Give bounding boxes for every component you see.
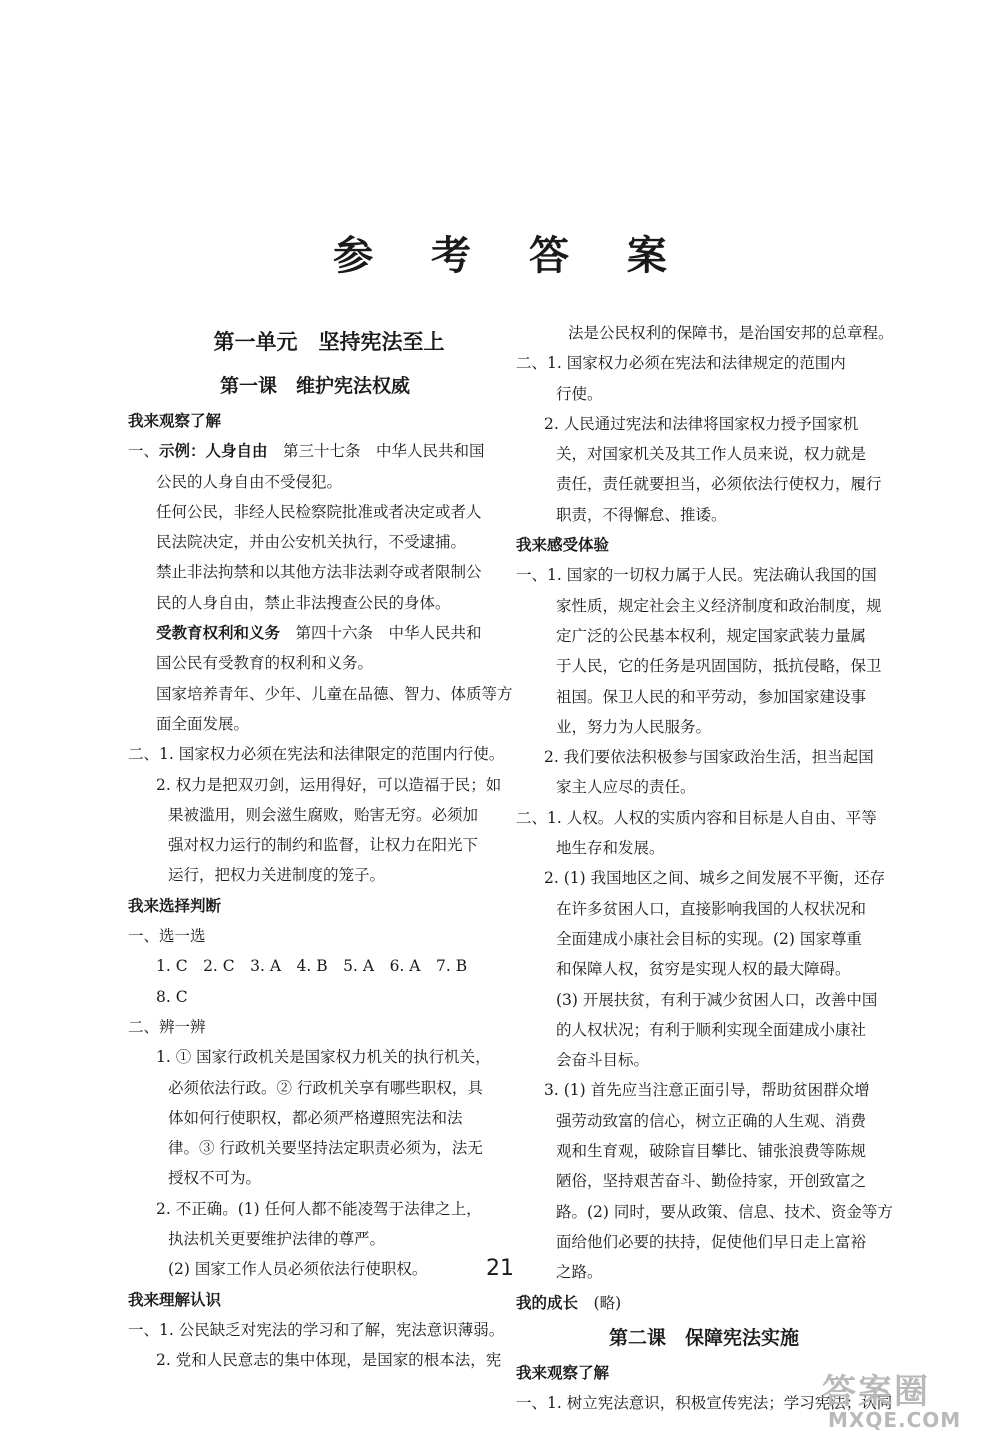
answer-line: 关，对国家机关及其工作人员来说，权力就是 xyxy=(556,445,867,464)
answer-line: 一、1. 公民缺乏对宪法的学习和了解，宪法意识薄弱。 xyxy=(128,1320,505,1339)
answer-line: 强对权力运行的制约和监督，让权力在阳光下 xyxy=(168,836,479,855)
answer-line: 2. 党和人民意志的集中体现，是国家的根本法，宪 xyxy=(156,1351,502,1370)
answer-line: 授权不可为。 xyxy=(168,1169,262,1188)
line-text: 第四十六条 中华人民共和 xyxy=(280,624,482,643)
answer-line: 任何公民，非经人民检察院批准或者决定或者人 xyxy=(156,502,482,521)
bold-term: 我的成长 xyxy=(516,1293,579,1312)
answer-line: 之路。 xyxy=(556,1263,603,1282)
answer-line: 面全面发展。 xyxy=(156,714,250,733)
answer-line: 民的人身自由，禁止非法搜查公民的身体。 xyxy=(156,593,451,612)
answer-line: 民法院决定，并由公安机关执行，不受逮捕。 xyxy=(156,533,467,552)
answer-line: 2. 我们要依法积极参与国家政治生活，担当起国 xyxy=(544,748,874,767)
watermark-logo-text: 答案圈 xyxy=(822,1372,930,1412)
answer-line: 1. ① 国家行政机关是国家权力机关的执行机关， xyxy=(156,1048,491,1067)
line-text: 一、 xyxy=(128,442,160,461)
answer-line: 二、1. 国家权力必须在宪法和法律限定的范围内行使。 xyxy=(128,745,505,764)
answer-line: 2. 权力是把双刃剑，运用得好，可以造福于民；如 xyxy=(156,775,502,794)
answer-line: 国家培养青年、少年、儿童在品德、智力、体质等方 xyxy=(156,684,513,703)
answer-line: 公民的人身自由不受侵犯。 xyxy=(156,472,343,491)
answer-line: 职责，不得懈怠、推诿。 xyxy=(556,505,727,524)
answer-line: 执法机关更要维护法律的尊严。 xyxy=(168,1230,386,1249)
answer-line xyxy=(516,1288,874,1318)
answer-line: 一、选一选 xyxy=(128,927,206,946)
page-title: 参 考 答 案 xyxy=(333,233,689,279)
watermark-url: MXQE.COM xyxy=(828,1408,962,1432)
answer-line: (3) 开展扶贫，有利于减少贫困人口，改善中国 xyxy=(556,990,878,1009)
answer-line: 的人权状况；有利于顺利实现全面建成小康社 xyxy=(556,1020,867,1039)
answer-line: 在许多贫困人口，直接影响我国的人权状况和 xyxy=(556,899,867,918)
section-heading: 我来感受体验 xyxy=(516,536,610,555)
answer-line: 地生存和发展。 xyxy=(556,839,665,858)
answer-line: 2. 人民通过宪法和法律将国家权力授予国家机 xyxy=(544,414,859,433)
answer-line: 陋俗，坚持艰苦奋斗、勤俭持家，开创致富之 xyxy=(556,1172,867,1191)
answer-line xyxy=(128,618,484,648)
answer-line: 祖国。保卫人民的和平劳动，参加国家建设事 xyxy=(556,687,867,706)
answer-line xyxy=(128,436,484,466)
answer-line: 行使。 xyxy=(556,384,603,403)
answer-line: 法是公民权利的保障书，是治国安邦的总章程。 xyxy=(568,324,894,342)
page-number: 21 xyxy=(486,1256,514,1281)
section-heading: 我来观察了解 xyxy=(516,1363,610,1382)
answer-line: 和保障人权，贫穷是实现人权的最大障碍。 xyxy=(556,960,851,979)
answer-line: 一、1. 树立宪法意识，积极宣传宪法；学习宪法；认同 xyxy=(516,1394,893,1413)
answer-line: 禁止非法拘禁和以其他方法非法剥夺或者限制公 xyxy=(156,563,482,582)
bold-term: 受教育权利和义务 xyxy=(156,624,281,643)
section-heading: 我来选择判断 xyxy=(128,896,222,915)
lesson-title: 第二课 保障宪法实施 xyxy=(608,1326,799,1349)
answer-line: 2. (1) 我国地区之间、城乡之间发展不平衡，还存 xyxy=(544,869,886,888)
answer-line: 果被滥用，则会滋生腐败，贻害无穷。必须加 xyxy=(168,805,479,824)
answer-line: 路。(2) 同时，要从政策、信息、技术、资金等方 xyxy=(556,1202,893,1221)
answer-line: 3. (1) 首先应当注意正面引导，帮助贫困群众增 xyxy=(544,1081,870,1100)
line-text: 第三十七条 中华人民共和国 xyxy=(267,442,485,461)
lesson-title: 第一课 维护宪法权威 xyxy=(219,375,410,397)
answer-line: 家主人应尽的责任。 xyxy=(556,778,696,797)
bold-term: 示例：人身自由 xyxy=(159,442,268,461)
answer-line: 二、1. 人权。人权的实质内容和目标是人自由、平等 xyxy=(516,808,877,827)
answer-line: 业，努力为人民服务。 xyxy=(556,717,712,736)
answer-line: 责任，责任就要担当，必须依法行使权力，履行 xyxy=(556,475,882,494)
answer-line: 2. 不正确。(1) 任何人都不能凌驾于法律之上， xyxy=(156,1199,482,1218)
section-heading: 我来理解认识 xyxy=(128,1290,222,1309)
answer-line: 二、辨一辨 xyxy=(128,1017,206,1036)
answer-line: 于人民，它的任务是巩固国防，抵抗侵略，保卫 xyxy=(556,657,882,676)
answer-line: 1. C 2. C 3. A 4. B 5. A 6. A 7. B xyxy=(156,957,468,976)
answer-line: 体如何行使职权，都必须严格遵照宪法和法 xyxy=(168,1108,463,1127)
watermark-logo xyxy=(814,1364,994,1436)
answer-line: 观和生育观，破除盲目攀比、铺张浪费等陈规 xyxy=(556,1142,867,1161)
answer-line: 运行，把权力关进制度的笼子。 xyxy=(168,866,386,885)
answer-line: 定广泛的公民基本权利，规定国家武装力量属 xyxy=(556,626,867,645)
answer-line: 家性质，规定社会主义经济制度和政治制度，规 xyxy=(556,596,882,615)
answer-line: 全面建成小康社会目标的实现。(2) 国家尊重 xyxy=(556,929,862,948)
line-text: (略) xyxy=(578,1293,622,1312)
answer-line: 国公民有受教育的权利和义务。 xyxy=(156,654,374,673)
answer-line: (2) 国家工作人员必须依法行使职权。 xyxy=(168,1260,428,1279)
answer-line: 8. C xyxy=(156,987,188,1006)
section-heading: 我来观察了解 xyxy=(128,412,222,430)
answer-line: 会奋斗目标。 xyxy=(556,1051,650,1070)
answer-line: 律。③ 行政机关要坚持法定职责必须为，法无 xyxy=(168,1139,483,1158)
answer-line: 一、1. 国家的一切权力属于人民。宪法确认我国的国 xyxy=(516,566,877,585)
unit-title: 第一单元 坚持宪法至上 xyxy=(213,330,445,354)
answer-line: 必须依法行政。② 行政机关享有哪些职权，具 xyxy=(168,1078,483,1097)
answer-line: 面给他们必要的扶持，促使他们早日走上富裕 xyxy=(556,1232,867,1251)
answer-line: 二、1. 国家权力必须在宪法和法律规定的范围内 xyxy=(516,354,846,373)
answer-line: 强劳动致富的信心，树立正确的人生观、消费 xyxy=(556,1111,867,1130)
